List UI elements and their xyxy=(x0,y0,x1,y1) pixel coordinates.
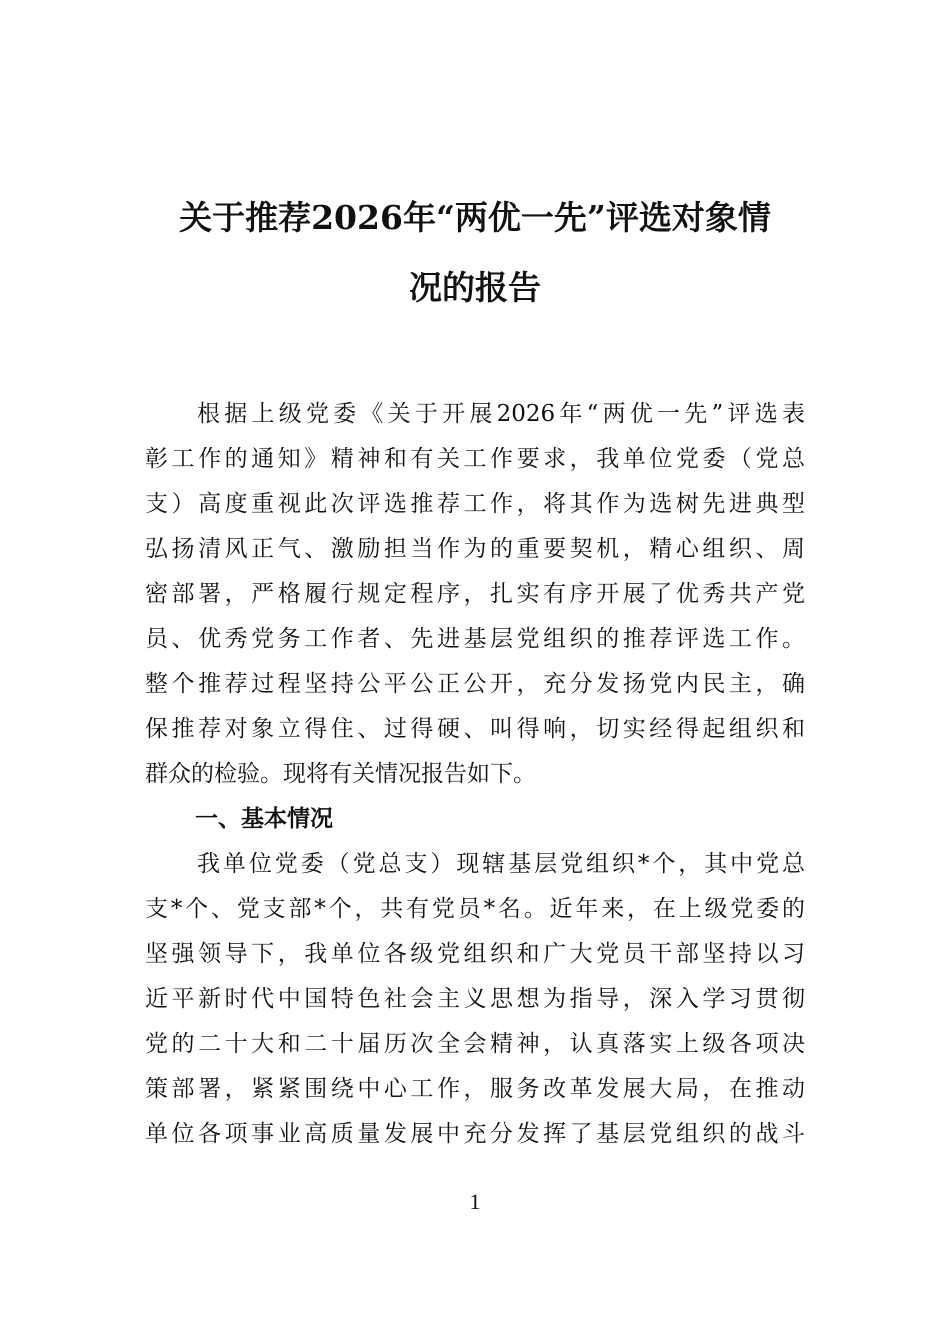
paragraph-2-line: 党的二十大和二十届历次全会精神，认真落实上级各项决 xyxy=(145,1031,805,1057)
section-heading: 一、基本情况 xyxy=(195,806,333,832)
paragraph-2-line: 支*个、党支部*个，共有党员*名。近年来，在上级党委的 xyxy=(145,896,805,922)
paragraph-1-line: 员、优秀党务工作者、先进基层党组织的推荐评选工作。 xyxy=(145,626,805,652)
document-title-line-1: 关于推荐2026年“两优一先”评选对象情 xyxy=(179,198,771,237)
paragraph-1-line: 弘扬清风正气、激励担当作为的重要契机，精心组织、周 xyxy=(145,536,805,562)
page-number: 1 xyxy=(469,1189,481,1214)
paragraph-1-line: 根据上级党委《关于开展2026年“两优一先”评选表 xyxy=(197,401,805,427)
paragraph-1-line: 彰工作的通知》精神和有关工作要求，我单位党委（党总 xyxy=(145,446,805,472)
paragraph-2-line: 我单位党委（党总支）现辖基层党组织*个，其中党总 xyxy=(197,851,805,877)
paragraph-1-line: 群众的检验。现将有关情况报告如下。 xyxy=(145,761,536,787)
document-title-line-2: 况的报告 xyxy=(409,268,541,307)
paragraph-1-line: 保推荐对象立得住、过得硬、叫得响，切实经得起组织和 xyxy=(145,716,805,742)
paragraph-1-line: 支）高度重视此次评选推荐工作，将其作为选树先进典型 xyxy=(145,491,805,517)
paragraph-2-line: 策部署，紧紧围绕中心工作，服务改革发展大局，在推动 xyxy=(145,1076,805,1102)
paragraph-2-line: 坚强领导下，我单位各级党组织和广大党员干部坚持以习 xyxy=(145,941,805,967)
paragraph-1-line: 密部署，严格履行规定程序，扎实有序开展了优秀共产党 xyxy=(145,581,805,607)
paragraph-2-line: 单位各项事业高质量发展中充分发挥了基层党组织的战斗 xyxy=(145,1121,805,1147)
paragraph-1-line: 整个推荐过程坚持公平公正公开，充分发扬党内民主，确 xyxy=(145,671,805,697)
paragraph-2-line: 近平新时代中国特色社会主义思想为指导，深入学习贯彻 xyxy=(145,986,805,1012)
